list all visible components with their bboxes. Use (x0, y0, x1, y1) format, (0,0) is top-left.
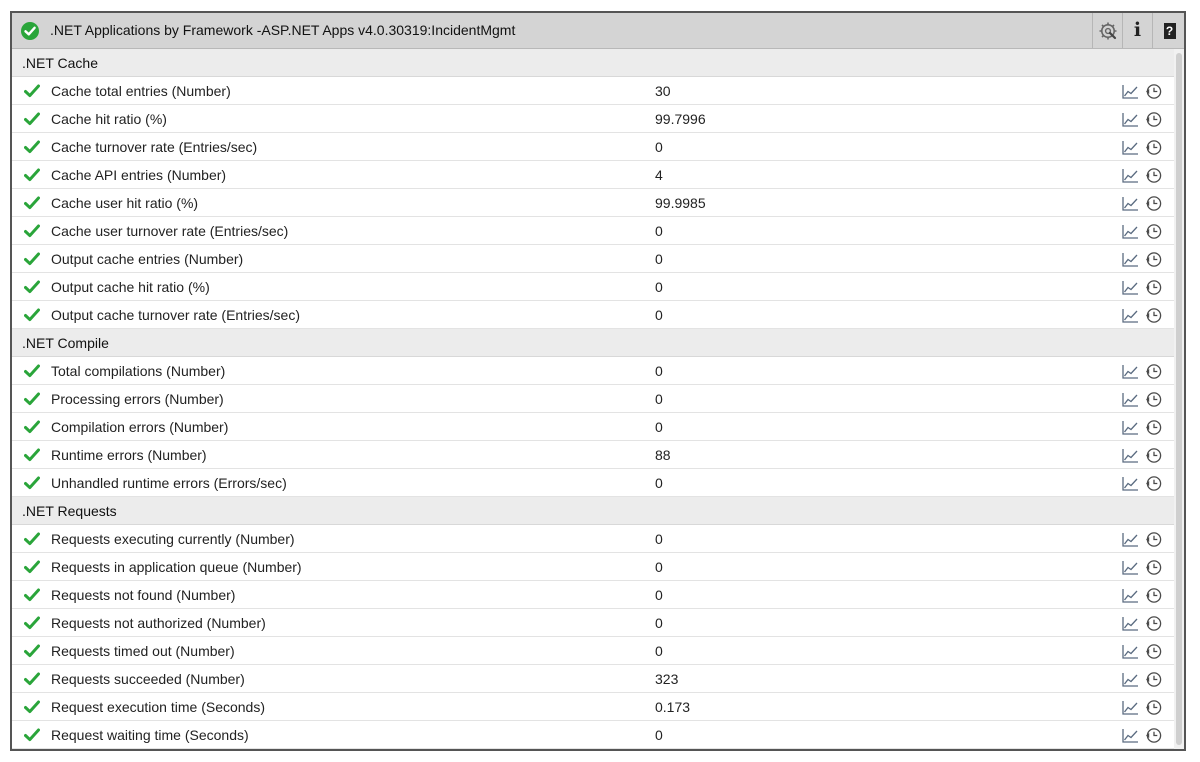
history-icon[interactable] (1145, 223, 1162, 240)
metric-label: Cache API entries (Number) (51, 167, 227, 183)
metric-label: Request execution time (Seconds) (51, 699, 265, 715)
metric-row (12, 105, 1174, 133)
gear-wrench-icon (1098, 21, 1118, 41)
metric-row (12, 385, 1174, 413)
metric-row (12, 553, 1174, 581)
metric-value: 0 (655, 615, 663, 631)
group-header: .NET Cache (12, 49, 1174, 77)
metric-label: Cache user turnover rate (Entries/sec) (51, 223, 289, 239)
metric-value: 0 (655, 419, 663, 435)
metric-label: Requests not authorized (Number) (51, 615, 266, 631)
line-graph-icon[interactable] (1122, 672, 1139, 687)
metric-value: 30 (655, 83, 671, 99)
history-icon[interactable] (1145, 447, 1162, 464)
status-ok-icon (21, 22, 39, 40)
help-button[interactable] (1152, 13, 1186, 48)
check-icon (24, 252, 40, 266)
check-icon (24, 280, 40, 294)
check-icon (24, 196, 40, 210)
check-icon (24, 532, 40, 546)
metric-label: Runtime errors (Number) (51, 447, 207, 463)
metric-row (12, 301, 1174, 329)
history-icon[interactable] (1145, 139, 1162, 156)
line-graph-icon[interactable] (1122, 700, 1139, 715)
check-icon (24, 616, 40, 630)
group-header: .NET Requests (12, 497, 1174, 525)
metric-value: 0 (655, 643, 663, 659)
check-icon (24, 140, 40, 154)
metrics-panel (10, 11, 1186, 751)
metric-label: Requests executing currently (Number) (51, 531, 295, 547)
metric-label: Output cache hit ratio (%) (51, 279, 210, 295)
check-icon (24, 112, 40, 126)
info-icon: i (1133, 19, 1142, 41)
line-graph-icon[interactable] (1122, 392, 1139, 407)
metric-value: 0 (655, 391, 663, 407)
metric-row (12, 357, 1174, 385)
help-icon: ? (1164, 23, 1176, 39)
metric-row (12, 161, 1174, 189)
settings-button[interactable] (1092, 13, 1122, 48)
metric-value: 0 (655, 727, 663, 743)
metric-row (12, 441, 1174, 469)
line-graph-icon[interactable] (1122, 420, 1139, 435)
line-graph-icon[interactable] (1122, 616, 1139, 631)
check-icon (24, 644, 40, 658)
metric-value: 0 (655, 363, 663, 379)
metric-value: 0 (655, 475, 663, 491)
history-icon[interactable] (1145, 699, 1162, 716)
metric-row (12, 693, 1174, 721)
metrics-list (12, 49, 1174, 749)
line-graph-icon[interactable] (1122, 308, 1139, 323)
check-icon (24, 588, 40, 602)
metric-label: Unhandled runtime errors (Errors/sec) (51, 475, 287, 491)
metric-value: 0 (655, 279, 663, 295)
line-graph-icon[interactable] (1122, 224, 1139, 239)
check-icon (24, 420, 40, 434)
history-icon[interactable] (1145, 559, 1162, 576)
line-graph-icon[interactable] (1122, 364, 1139, 379)
metric-row (12, 665, 1174, 693)
metric-label: Cache hit ratio (%) (51, 111, 167, 127)
check-icon (24, 700, 40, 714)
line-graph-icon[interactable] (1122, 644, 1139, 659)
metric-value: 0 (655, 251, 663, 267)
history-icon[interactable] (1145, 363, 1162, 380)
metric-row (12, 273, 1174, 301)
metric-row (12, 525, 1174, 553)
metric-label: Compilation errors (Number) (51, 419, 229, 435)
metric-value: 0 (655, 139, 663, 155)
line-graph-icon[interactable] (1122, 588, 1139, 603)
check-icon (24, 728, 40, 742)
check-icon (24, 364, 40, 378)
metric-value: 99.7996 (655, 111, 706, 127)
history-icon[interactable] (1145, 587, 1162, 604)
metric-value: 323 (655, 671, 679, 687)
check-icon (24, 448, 40, 462)
check-icon (24, 84, 40, 98)
metric-value: 0 (655, 587, 663, 603)
line-graph-icon[interactable] (1122, 84, 1139, 99)
history-icon[interactable] (1145, 83, 1162, 100)
line-graph-icon[interactable] (1122, 168, 1139, 183)
group-header: .NET Compile (12, 329, 1174, 357)
history-icon[interactable] (1145, 279, 1162, 296)
metric-label: Requests in application queue (Number) (51, 559, 302, 575)
metric-label: Cache total entries (Number) (51, 83, 231, 99)
metric-row (12, 469, 1174, 497)
metric-label: Requests not found (Number) (51, 587, 236, 603)
check-icon (24, 672, 40, 686)
metric-label: Total compilations (Number) (51, 363, 226, 379)
metric-row (12, 189, 1174, 217)
history-icon[interactable] (1145, 195, 1162, 212)
line-graph-icon[interactable] (1122, 140, 1139, 155)
metric-row (12, 581, 1174, 609)
metric-row (12, 721, 1174, 749)
check-icon (24, 168, 40, 182)
metric-value: 4 (655, 167, 663, 183)
metric-label: Cache turnover rate (Entries/sec) (51, 139, 258, 155)
history-icon[interactable] (1145, 307, 1162, 324)
metric-label: Processing errors (Number) (51, 391, 224, 407)
metric-label: Requests succeeded (Number) (51, 671, 245, 687)
metric-value: 0 (655, 223, 663, 239)
check-icon (24, 224, 40, 238)
line-graph-icon[interactable] (1122, 560, 1139, 575)
metric-label: Cache user hit ratio (%) (51, 195, 199, 211)
check-icon (24, 308, 40, 322)
history-icon[interactable] (1145, 671, 1162, 688)
history-icon[interactable] (1145, 475, 1162, 492)
vertical-scrollbar[interactable] (1174, 49, 1184, 749)
history-icon[interactable] (1145, 391, 1162, 408)
metric-row (12, 217, 1174, 245)
metric-value: 0.173 (655, 699, 691, 715)
check-icon (24, 392, 40, 406)
metric-value: 0 (655, 559, 663, 575)
metric-value: 99.9985 (655, 195, 706, 211)
info-button[interactable] (1122, 13, 1152, 48)
panel-title: .NET Applications by Framework -ASP.NET Apps v4.0.30319:IncidentMgmt (50, 22, 516, 38)
check-icon (24, 476, 40, 490)
line-graph-icon[interactable] (1122, 252, 1139, 267)
line-graph-icon[interactable] (1122, 728, 1139, 743)
scrollbar-thumb[interactable] (1176, 53, 1182, 745)
line-graph-icon[interactable] (1122, 112, 1139, 127)
line-graph-icon[interactable] (1122, 532, 1139, 547)
metric-label: Requests timed out (Number) (51, 643, 235, 659)
metric-row (12, 413, 1174, 441)
history-icon[interactable] (1145, 643, 1162, 660)
metric-row (12, 77, 1174, 105)
metric-value: 88 (655, 447, 671, 463)
metric-row (12, 609, 1174, 637)
history-icon[interactable] (1145, 727, 1162, 744)
metric-label: Request waiting time (Seconds) (51, 727, 249, 743)
metric-label: Output cache entries (Number) (51, 251, 244, 267)
history-icon[interactable] (1145, 167, 1162, 184)
history-icon[interactable] (1145, 251, 1162, 268)
line-graph-icon[interactable] (1122, 280, 1139, 295)
metric-label: Output cache turnover rate (Entries/sec) (51, 307, 300, 323)
history-icon[interactable] (1145, 615, 1162, 632)
history-icon[interactable] (1145, 531, 1162, 548)
panel-title-bar (12, 13, 1184, 49)
metric-value: 0 (655, 307, 663, 323)
line-graph-icon[interactable] (1122, 196, 1139, 211)
line-graph-icon[interactable] (1122, 448, 1139, 463)
history-icon[interactable] (1145, 419, 1162, 436)
metric-row (12, 637, 1174, 665)
check-icon (24, 560, 40, 574)
metric-row (12, 133, 1174, 161)
line-graph-icon[interactable] (1122, 476, 1139, 491)
history-icon[interactable] (1145, 111, 1162, 128)
metric-row (12, 245, 1174, 273)
metric-value: 0 (655, 531, 663, 547)
